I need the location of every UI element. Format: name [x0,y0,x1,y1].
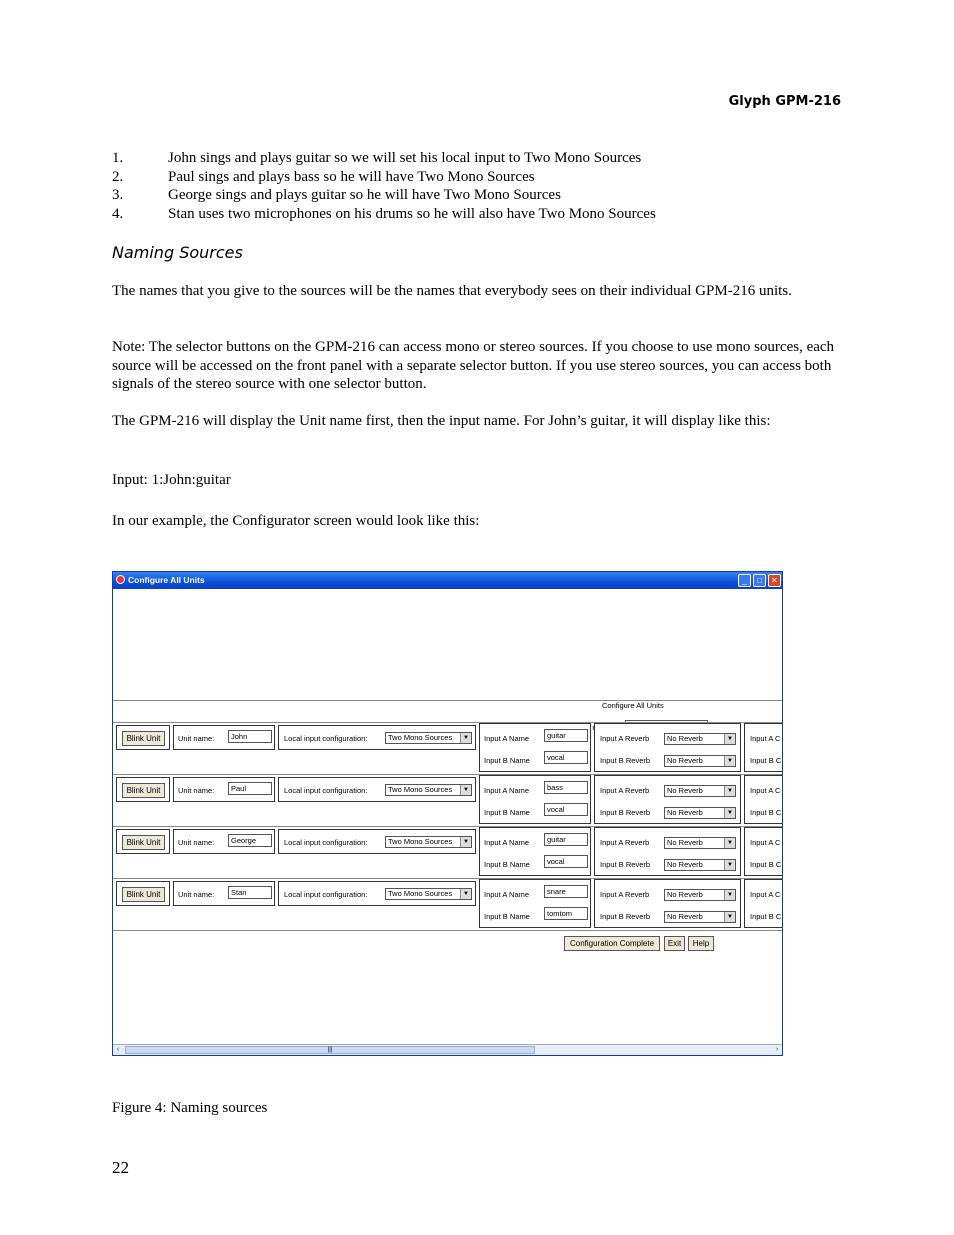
list-item: 4. Stan uses two microphones on his drums so he will also have Two Mono Sources [112,206,656,223]
blink-unit-button[interactable]: Blink Unit [122,887,165,902]
config-heading: Configure All Units [602,701,664,710]
unit-name-field[interactable]: Stan [228,886,272,899]
input-a-reverb-label: Input A Reverb [600,838,650,847]
paragraph-source-names: The names that you give to the sources will be the names that everybody sees on their individual GPM-216 units. [112,283,792,299]
input-a-name-field[interactable]: guitar [544,729,588,742]
unit-row [113,827,782,879]
input-b-name-label: Input B Name [484,912,530,921]
chevron-down-icon: ▼ [460,733,471,743]
scroll-left-icon[interactable]: ‹ [116,1046,120,1053]
input-a-c-label: Input A C [750,734,781,743]
input-a-reverb-select[interactable]: No Reverb ▼ [664,785,736,797]
blink-panel [116,881,170,906]
extra-panel [744,879,783,928]
exit-button[interactable]: Exit [664,936,685,951]
unit-row [113,775,782,827]
unit-name-field[interactable]: Paul [228,782,272,795]
input-b-name-field[interactable]: vocal [544,751,588,764]
window-client [113,589,782,1055]
paragraph-display: The GPM-216 will display the Unit name first, then the input name. For John’s guitar, it will display like this: [112,413,771,429]
unit-name-field[interactable]: John [228,730,272,743]
local-config-panel [278,829,476,854]
input-b-c-label: Input B C [750,756,782,765]
input-b-reverb-label: Input B Reverb [600,860,651,869]
input-b-reverb-select[interactable]: No Reverb ▼ [664,755,736,767]
input-a-name-label: Input A Name [484,890,530,899]
unit-name-panel [173,829,275,854]
chevron-down-icon: ▼ [724,838,735,848]
input-b-name-field[interactable]: tomtom [544,907,588,920]
input-a-name-field[interactable]: bass [544,781,588,794]
running-header: Glyph GPM-216 [728,94,841,109]
scroll-right-icon[interactable]: › [775,1046,779,1053]
input-a-name-field[interactable]: guitar [544,833,588,846]
help-button[interactable]: Help [688,936,714,951]
configure-window [112,571,783,1056]
local-config-select[interactable]: Two Mono Sources ▼ [385,784,472,796]
input-b-name-label: Input B Name [484,860,530,869]
paragraph-input-example: Input: 1:John:guitar [112,472,231,488]
input-b-c-label: Input B C [750,808,782,817]
extra-panel [744,723,783,772]
input-a-name-label: Input A Name [484,734,530,743]
input-a-reverb-select[interactable]: No Reverb ▼ [664,837,736,849]
minimize-button[interactable]: _ [738,574,751,587]
app-icon [116,575,125,584]
chevron-down-icon: ▼ [460,889,471,899]
input-b-reverb-label: Input B Reverb [600,808,651,817]
chevron-down-icon: ▼ [724,890,735,900]
local-config-label: Local input configuration: [284,838,368,847]
unit-name-panel [173,881,275,906]
local-config-select[interactable]: Two Mono Sources ▼ [385,836,472,848]
blink-panel [116,829,170,854]
chevron-down-icon: ▼ [724,912,735,922]
local-config-label: Local input configuration: [284,734,368,743]
input-b-reverb-label: Input B Reverb [600,912,651,921]
input-a-name-label: Input A Name [484,786,530,795]
input-a-reverb-label: Input A Reverb [600,786,650,795]
input-names-panel [479,723,591,772]
divider [113,700,782,701]
maximize-button[interactable]: □ [753,574,766,587]
input-b-reverb-label: Input B Reverb [600,756,651,765]
input-a-reverb-label: Input A Reverb [600,890,650,899]
input-b-name-label: Input B Name [484,808,530,817]
input-a-reverb-select[interactable]: No Reverb ▼ [664,733,736,745]
input-names-panel [479,879,591,928]
input-names-panel [479,775,591,824]
extra-panel [744,827,783,876]
unit-name-label: Unit name: [178,890,215,899]
scroll-thumb[interactable]: ||| [125,1046,535,1054]
page-number: 22 [112,1158,129,1177]
divider [113,930,782,931]
unit-name-label: Unit name: [178,734,215,743]
input-b-name-field[interactable]: vocal [544,855,588,868]
unit-row [113,723,782,775]
list-item: 1. John sings and plays guitar so we will set his local input to Two Mono Sources [112,150,642,166]
section-title: Naming Sources [112,243,243,262]
paragraph-example-intro: In our example, the Configurator screen would look like this: [112,513,480,529]
configuration-complete-button[interactable]: Configuration Complete [564,936,660,951]
unit-row [113,879,782,931]
blink-unit-button[interactable]: Blink Unit [122,731,165,746]
input-a-reverb-label: Input A Reverb [600,734,650,743]
reverb-panel [594,775,741,824]
unit-name-field[interactable]: George [228,834,272,847]
input-a-c-label: Input A C [750,838,781,847]
horizontal-scrollbar[interactable] [113,1044,782,1055]
local-config-label: Local input configuration: [284,786,368,795]
input-a-name-field[interactable]: snare [544,885,588,898]
input-b-name-field[interactable]: vocal [544,803,588,816]
input-a-reverb-select[interactable]: No Reverb ▼ [664,889,736,901]
local-config-panel [278,881,476,906]
input-b-name-label: Input B Name [484,756,530,765]
blink-unit-button[interactable]: Blink Unit [122,835,165,850]
blink-panel [116,725,170,750]
unit-name-label: Unit name: [178,786,215,795]
chevron-down-icon: ▼ [724,860,735,870]
paragraph-note: Note: The selector buttons on the GPM-216 can access mono or stereo sources. If you choose to use mono sources, each source will be accessed on the front panel with a separate selector button. If you use stereo sources, you can access both signals of the stereo source with one selector button. [112,339,835,393]
input-b-reverb-select[interactable]: No Reverb ▼ [664,911,736,923]
local-config-panel [278,725,476,750]
reverb-panel [594,879,741,928]
numbered-list [112,149,852,224]
window-titlebar[interactable] [113,572,782,589]
input-names-panel [479,827,591,876]
input-b-reverb-select[interactable]: No Reverb ▼ [664,859,736,871]
input-b-reverb-select[interactable]: No Reverb ▼ [664,807,736,819]
input-a-c-label: Input A C [750,786,781,795]
input-b-c-label: Input B C [750,860,782,869]
figure-caption: Figure 4: Naming sources [112,1100,268,1116]
blink-unit-button[interactable]: Blink Unit [122,783,165,798]
local-config-select[interactable]: Two Mono Sources ▼ [385,732,472,744]
chevron-down-icon: ▼ [724,756,735,766]
list-item: 3. George sings and plays guitar so he will have Two Mono Sources [112,187,561,204]
chevron-down-icon: ▼ [460,837,471,847]
chevron-down-icon: ▼ [460,785,471,795]
window-title: Configure All Units [128,575,205,585]
input-b-c-label: Input B C [750,912,782,921]
local-config-select[interactable]: Two Mono Sources ▼ [385,888,472,900]
local-config-label: Local input configuration: [284,890,368,899]
chevron-down-icon: ▼ [724,786,735,796]
reverb-panel [594,827,741,876]
list-item: 2. Paul sings and plays bass so he will have Two Mono Sources [112,168,535,185]
blink-panel [116,777,170,802]
chevron-down-icon: ▼ [724,734,735,744]
unit-name-panel [173,777,275,802]
reverb-panel [594,723,741,772]
input-a-name-label: Input A Name [484,838,530,847]
close-button[interactable]: ✕ [768,574,781,587]
local-config-panel [278,777,476,802]
input-a-c-label: Input A C [750,890,781,899]
unit-name-label: Unit name: [178,838,215,847]
extra-panel [744,775,783,824]
unit-name-panel [173,725,275,750]
chevron-down-icon: ▼ [724,808,735,818]
